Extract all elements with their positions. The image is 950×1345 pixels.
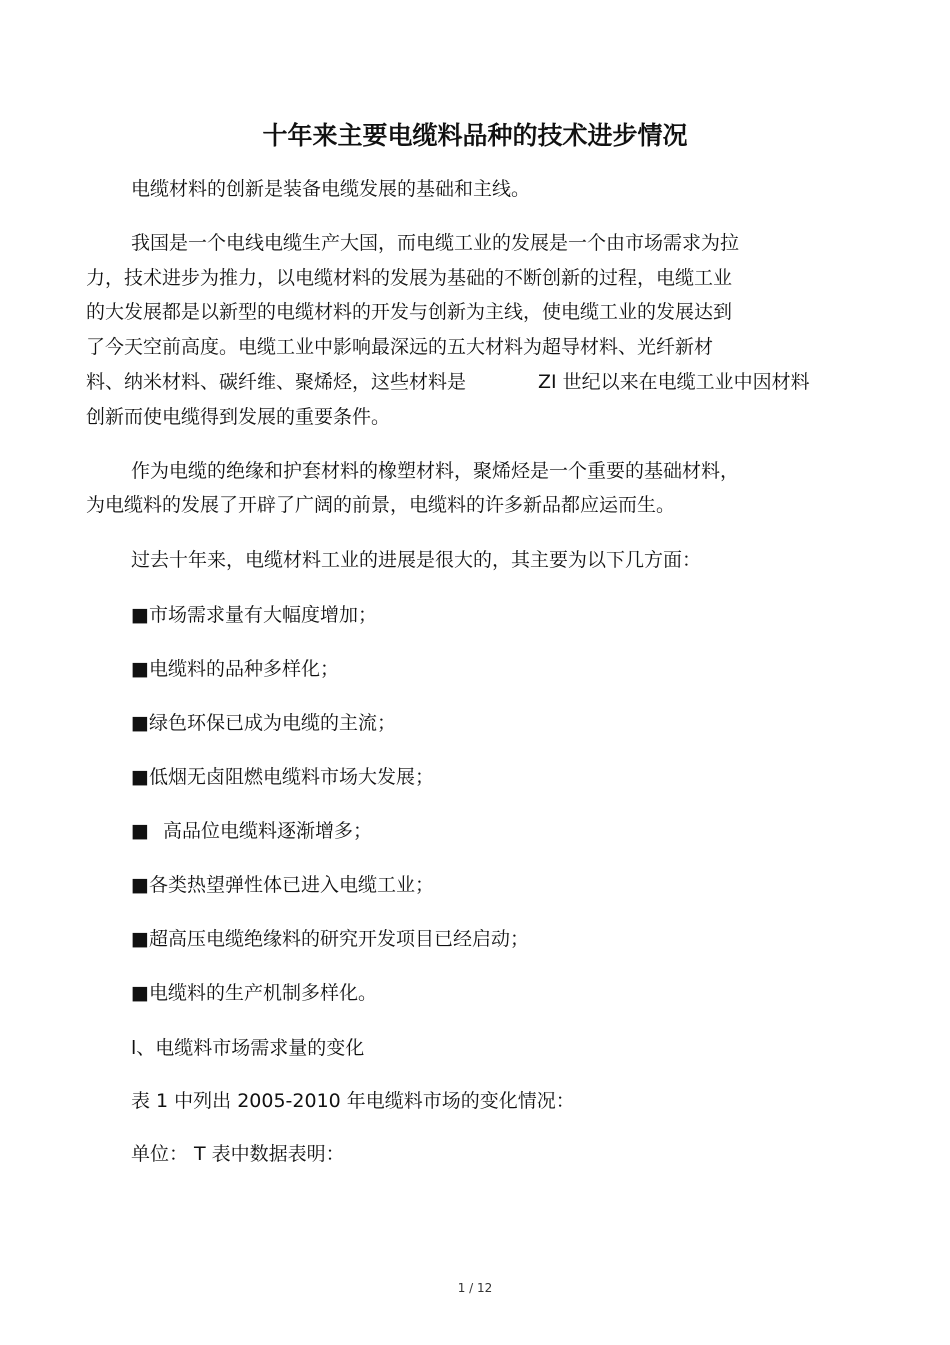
list-item: ■电缆料的品种多样化； (131, 658, 339, 680)
list-item: ■市场需求量有大幅度增加； (131, 604, 377, 626)
paragraph-line: 的大发展都是以新型的电缆材料的开发与创新为主线，使电缆工业的发展达到 (86, 301, 733, 323)
document-title: 十年来主要电缆料品种的技术进步情况 (262, 121, 688, 150)
list-item: ■ 高品位电缆料逐渐增多； (131, 820, 372, 842)
paragraph-line: 料、纳米材料、碳纤维、聚烯烃，这些材料是 (86, 371, 467, 393)
bullet-square-icon: ■ (131, 712, 149, 734)
paragraph-line: 为电缆料的发展了开辟了广阔的前景，电缆料的许多新品都应运而生。 (86, 494, 676, 516)
paragraph-line: 我国是一个电线电缆生产大国，而电缆工业的发展是一个由市场需求为拉 (131, 232, 740, 254)
list-item: ■绿色环保已成为电缆的主流； (131, 712, 396, 734)
paragraph-line: 作为电缆的绝缘和护套材料的橡塑材料，聚烯烃是一个重要的基础材料， (131, 460, 740, 482)
list-item: ■超高压电缆绝缘料的研究开发项目已经启动； (131, 928, 529, 950)
list-intro: 过去十年来，电缆材料工业的进展是很大的，其主要为以下几方面： (131, 549, 702, 571)
intro-paragraph: 电缆材料的创新是装备电缆发展的基础和主线。 (131, 178, 531, 200)
bullet-square-icon: ■ (131, 766, 149, 788)
list-item: ■电缆料的生产机制多样化。 (131, 982, 377, 1004)
bullet-square-icon: ■ (131, 658, 149, 680)
bullet-square-icon: ■ (131, 928, 149, 950)
unit-note: 单位： T 表中数据表明： (131, 1143, 345, 1165)
paragraph-line: ZI 世纪以来在电缆工业中因材料 (538, 371, 810, 393)
section-heading: l、电缆料市场需求量的变化 (131, 1037, 365, 1059)
bullet-square-icon: ■ (131, 820, 149, 842)
bullet-square-icon: ■ (131, 982, 149, 1004)
bullet-square-icon: ■ (131, 604, 149, 626)
table-note: 表 1 中列出 2005-2010 年电缆料市场的变化情况： (131, 1090, 575, 1112)
page-number: 1 / 12 (457, 1281, 493, 1295)
list-item: ■低烟无卤阻燃电缆料市场大发展； (131, 766, 434, 788)
paragraph-line: 力，技术进步为推力，以电缆材料的发展为基础的不断创新的过程，电缆工业 (86, 267, 733, 289)
list-item: ■各类热望弹性体已进入电缆工业； (131, 874, 434, 896)
bullet-square-icon: ■ (131, 874, 149, 896)
paragraph-line: 了今天空前高度。电缆工业中影响最深远的五大材料为超导材料、光纤新材 (86, 336, 714, 358)
paragraph-line: 创新而使电缆得到发展的重要条件。 (86, 406, 391, 428)
